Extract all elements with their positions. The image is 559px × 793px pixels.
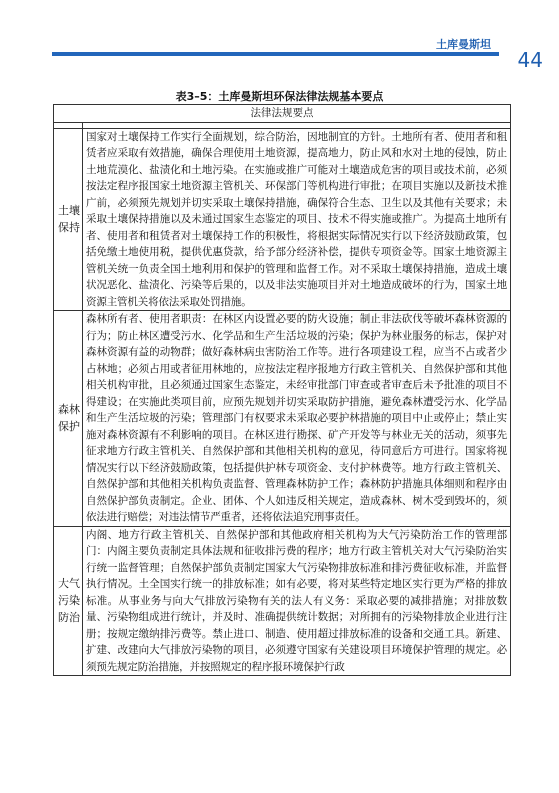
running-header-title: 土库曼斯坦 (436, 38, 491, 51)
row-category (54, 128, 83, 311)
table-row (54, 128, 511, 311)
category-label: 大气污染防治 (58, 577, 80, 624)
row-content: 国家对土壤保持工作实行全面规划，综合防治，因地制宜的方针。土地所有者、使用者和租赁者应采取有效措施，确保合理使用土地资源，提高地力，防止风和水对土地的侵蚀，防止土地荒漠化、盐渍化和土地污染。在实施或推广可能对土壤造成危害的项目或技术前，必须按法定程序报国家土地资源主管机关、环保部门等机构进行审批；在项目实施以及新技术推广前，必须预先规划并切实采取土壤保持措施，确保符合生态、卫生以及其他有关要求；未采取土壤保持措施以及未通过国家生态鉴定的项目、技术不得实施或推广。为提高土地所有者、使用者和租赁者对土壤保持工作的积极性，将根据实际情况实行以下经济鼓励政策，包括免缴土地使用税，提供优惠贷款，给予部分经济补偿，提供专项资金等。国家土地资源主管机关统一负责全国土地利用和保护的管理和监督工作。对不采取土壤保持措施，造成土壤状况恶化、盐渍化、污染等后果的，以及非法实施项目并对土地造成破坏的行为，国家土地资源主管机关将依法采取处罚措施。 (83, 128, 511, 311)
table-title: 表3–5：土库曼斯坦环保法律法规基本要点 (175, 90, 384, 103)
header-rule (52, 52, 499, 56)
row-category (54, 526, 83, 676)
row-category (54, 311, 83, 527)
table-header-row (54, 105, 511, 123)
category-label: 土壤保持 (58, 204, 80, 234)
page-number: 44 (517, 48, 543, 72)
table-row (54, 526, 511, 676)
column-header: 法律法规要点 (54, 105, 511, 123)
table-row (54, 311, 511, 527)
regulations-table (53, 104, 511, 676)
category-label: 森林保护 (58, 403, 80, 433)
row-content: 森林所有者、使用者职责：在林区内设置必要的防火设施；制止非法砍伐等破坏森林资源的行为；防止林区遭受污水、化学品和生产生活垃圾的污染；保护为林业服务的标志，保护对森林资源有益的动物群；做好森林病虫害防治工作等。进行各项建设工程，应当不占或者少占林地；必须占用或者征用林地的，应按法定程序报地方行政主管机关、自然保护部和其他相关机构审批，且必须通过国家生态鉴定，未经审批部门审查或者审查后未予批准的项目不得建设；在实施此类项目前，应预先规划并切实采取防护措施，避免森林遭受污水、化学品和生产生活垃圾的污染；管理部门有权要求未采取必要护林措施的项目中止或停止；禁止实施对森林资源有不利影响的项目。在林区进行勘探、矿产开发等与林业无关的活动，须事先征求地方行政主管机关、自然保护部和其他相关机构的意见，待同意后方可进行。国家将视情况实行以下经济鼓励政策，包括提供护林专项资金、支付护林费等。地方行政主管机关、自然保护部和其他相关机构负责监督、管理森林防护工作；森林防护措施具体细则和程序由自然保护部负责制定。企业、团体、个人如违反相关规定，造成森林、树木受到毁坏的，须依法进行赔偿；对违法情节严重者，还将依法追究刑事责任。 (83, 311, 511, 527)
row-content: 内阁、地方行政主管机关、自然保护部和其他政府相关机构为大气污染防治工作的管理部门：内阁主要负责制定具体法规和征收排污费的程序；地方行政主管机关对大气污染防治实行统一监督管理；自然保护部负责制定国家大气污染物排放标准和排污费征收标准，并监督执行情况。土全国实行统一的排放标准；如有必要，将对某些特定地区实行更为严格的排放标准。从事业务与向大气排放污染物有关的法人有义务：采取必要的减排措施；对排放数量、污染物组成进行统计，并及时、准确提供统计数据；对所拥有的污染物排放企业进行注册；按规定缴纳排污费等。禁止进口、制造、使用超过排放标准的设备和交通工具。新建、扩建、改建向大气排放污染物的项目，必须遵守国家有关建设项目环境保护管理的规定。必须预先规定防治措施，并按照规定的程序报环境保护行政 (83, 526, 511, 676)
